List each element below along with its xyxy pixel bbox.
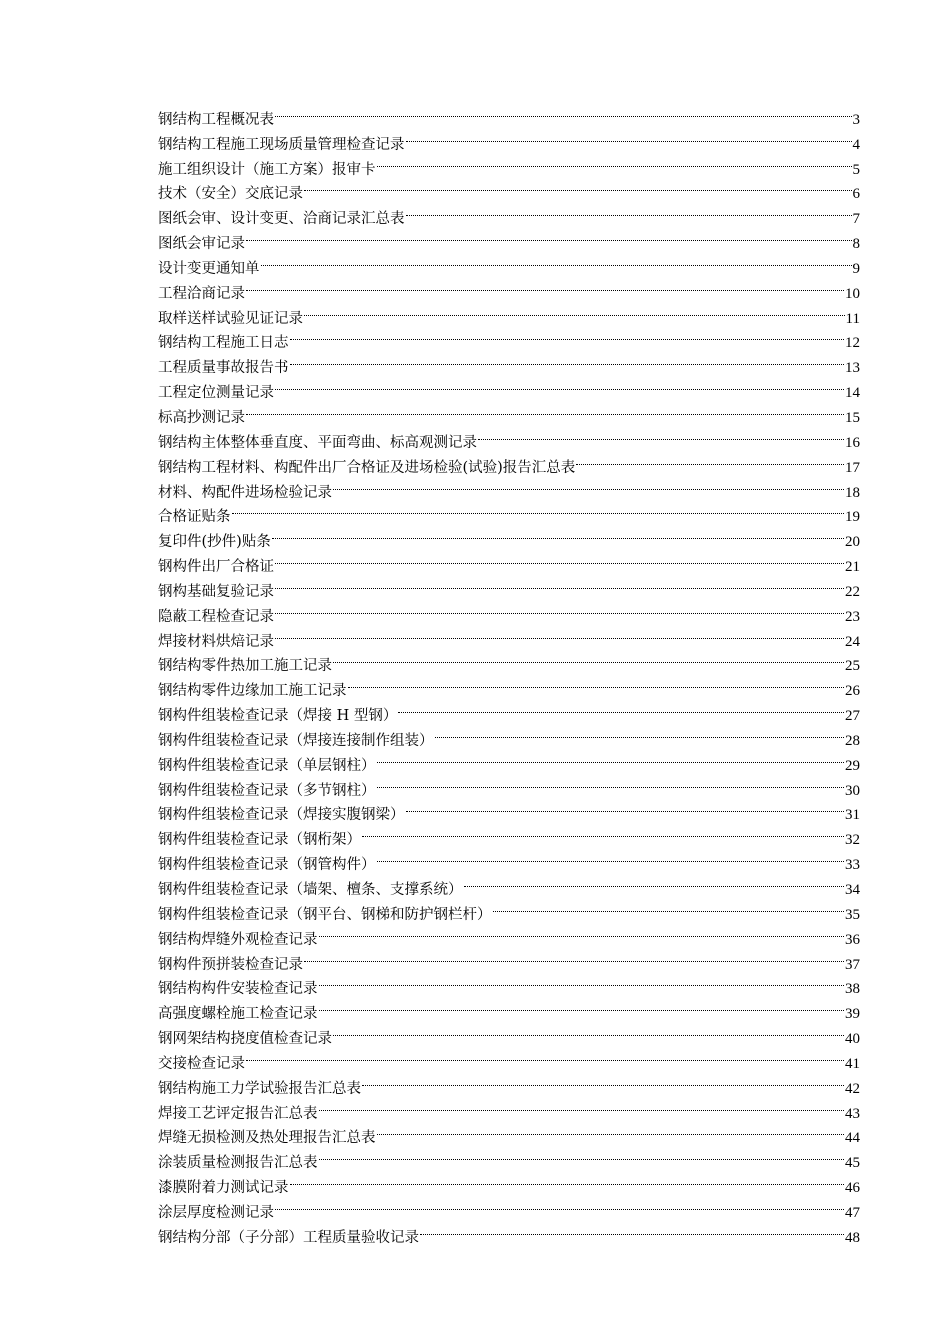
toc-dot-leader bbox=[304, 174, 852, 199]
toc-entry[interactable] bbox=[158, 223, 860, 253]
toc-dot-leader bbox=[290, 323, 845, 348]
toc-entry[interactable] bbox=[158, 397, 860, 426]
toc-dot-leader bbox=[304, 944, 844, 969]
toc-entry[interactable] bbox=[158, 273, 860, 302]
toc-entry-page-number: 39 bbox=[845, 1006, 860, 1023]
toc-entry-title: 钢构件组装检查记录（单层钢柱） bbox=[158, 757, 376, 774]
toc-entry-title: 焊缝无损检测及热处理报告汇总表 bbox=[158, 1130, 376, 1147]
toc-entry-title: 隐蔽工程检查记录 bbox=[158, 608, 274, 625]
toc-entry[interactable] bbox=[158, 1043, 860, 1072]
toc-entry-title: 钢构件组装检查记录（墙架、檀条、支撑系统） bbox=[158, 882, 463, 898]
toc-entry-page-number: 17 bbox=[845, 459, 860, 476]
toc-entry-title: 钢结构工程材料、构配件出厂合格证及进场检验(试验)报告汇总表 bbox=[158, 459, 576, 476]
toc-dot-leader bbox=[493, 894, 845, 919]
toc-entry-title: 钢结构主体整体垂直度、平面弯曲、标高观测记录 bbox=[158, 434, 477, 451]
toc-entry-title: 施工组织设计（施工方案）报审卡 bbox=[158, 161, 376, 178]
toc-dot-leader bbox=[275, 546, 844, 571]
toc-dot-leader bbox=[275, 1192, 844, 1217]
toc-dot-leader bbox=[275, 596, 844, 621]
toc-dot-leader bbox=[246, 273, 844, 298]
toc-entry-title: 钢结构工程施工日志 bbox=[158, 335, 289, 352]
toc-entry-title: 钢构件组装检查记录（钢平台、钢梯和防护钢栏杆） bbox=[158, 906, 492, 923]
toc-entry-page-number: 12 bbox=[845, 335, 860, 352]
toc-dot-leader bbox=[348, 670, 845, 695]
toc-dot-leader bbox=[246, 1043, 844, 1068]
toc-entry-page-number: 46 bbox=[845, 1180, 860, 1197]
toc-entry-page-number: 7 bbox=[852, 211, 860, 228]
toc-entry-title: 图纸会审记录 bbox=[158, 236, 245, 253]
toc-entry-title: 涂装质量检测报告汇总表 bbox=[158, 1155, 318, 1172]
toc-dot-leader bbox=[290, 347, 845, 372]
toc-entry-page-number: 48 bbox=[845, 1229, 860, 1246]
toc-entry-page-number: 26 bbox=[845, 683, 860, 700]
toc-dot-leader bbox=[377, 844, 845, 869]
toc-entry-title: 技术（安全）交底记录 bbox=[158, 186, 303, 203]
toc-dot-leader bbox=[319, 1142, 845, 1167]
toc-dot-leader bbox=[275, 571, 844, 596]
toc-entry-title: 焊接工艺评定报告汇总表 bbox=[158, 1105, 318, 1122]
toc-entry-title: 钢结构施工力学试验报告汇总表 bbox=[158, 1080, 361, 1097]
toc-entry-page-number: 28 bbox=[845, 732, 860, 749]
toc-entry-page-number: 16 bbox=[845, 434, 860, 451]
toc-entry-page-number: 21 bbox=[845, 559, 860, 576]
toc-entry-title: 焊接材料烘焙记录 bbox=[158, 633, 274, 650]
toc-entry-page-number: 20 bbox=[845, 534, 860, 551]
toc-entry-page-number: 42 bbox=[845, 1080, 860, 1097]
table-of-contents bbox=[158, 99, 860, 1246]
toc-dot-leader bbox=[478, 422, 844, 447]
toc-entry-title: 取样送样试验见证记录 bbox=[158, 310, 303, 327]
toc-entry-page-number: 29 bbox=[845, 757, 860, 774]
toc-dot-leader bbox=[290, 1167, 845, 1192]
toc-dot-leader bbox=[406, 198, 852, 223]
toc-dot-leader bbox=[464, 869, 845, 894]
toc-entry-title: 钢结构分部（子分部）工程质量验收记录 bbox=[158, 1229, 419, 1246]
toc-entry-page-number: 47 bbox=[845, 1204, 860, 1221]
toc-entry-title: 交接检查记录 bbox=[158, 1055, 245, 1072]
toc-dot-leader bbox=[275, 99, 852, 124]
toc-dot-leader bbox=[275, 372, 844, 397]
toc-dot-leader bbox=[333, 646, 844, 671]
toc-dot-leader bbox=[246, 397, 844, 422]
toc-entry-title: 钢构件组装检查记录（焊接 H 型钢） bbox=[158, 708, 398, 725]
toc-entry-title: 钢结构构件安装检查记录 bbox=[158, 981, 318, 998]
toc-entry-page-number: 36 bbox=[845, 931, 860, 948]
toc-dot-leader bbox=[304, 298, 845, 323]
toc-entry-title: 钢构件组装检查记录（多节钢柱） bbox=[158, 782, 376, 799]
toc-entry-title: 钢结构零件热加工施工记录 bbox=[158, 658, 332, 675]
toc-entry-page-number: 6 bbox=[852, 186, 860, 203]
toc-entry[interactable] bbox=[158, 298, 860, 327]
toc-dot-leader bbox=[406, 795, 845, 820]
toc-entry-page-number: 5 bbox=[852, 161, 860, 178]
toc-entry[interactable] bbox=[158, 497, 860, 526]
toc-dot-leader bbox=[261, 248, 852, 273]
toc-entry-page-number: 35 bbox=[845, 906, 860, 923]
toc-entry-title: 钢网架结构挠度值检查记录 bbox=[158, 1031, 332, 1048]
toc-dot-leader bbox=[576, 447, 844, 472]
toc-entry-title: 标高抄测记录 bbox=[158, 409, 245, 426]
toc-dot-leader bbox=[319, 919, 845, 944]
toc-dot-leader bbox=[377, 770, 845, 795]
toc-dot-leader bbox=[406, 124, 852, 149]
toc-entry-page-number: 24 bbox=[845, 633, 860, 650]
toc-dot-leader bbox=[232, 497, 845, 522]
toc-entry-page-number: 10 bbox=[845, 285, 860, 302]
toc-entry-page-number: 37 bbox=[845, 956, 860, 973]
toc-entry-page-number: 27 bbox=[845, 708, 860, 725]
toc-entry-page-number: 4 bbox=[852, 136, 860, 153]
toc-entry[interactable] bbox=[158, 99, 860, 128]
toc-entry-page-number: 30 bbox=[845, 782, 860, 799]
toc-entry-title: 钢结构工程概况表 bbox=[158, 111, 274, 128]
toc-entry-page-number: 34 bbox=[845, 882, 860, 898]
toc-entry-title: 高强度螺栓施工检查记录 bbox=[158, 1006, 318, 1023]
toc-dot-leader bbox=[246, 223, 852, 248]
toc-entry-title: 钢结构焊缝外观检查记录 bbox=[158, 931, 318, 948]
toc-entry-page-number: 11 bbox=[845, 310, 860, 327]
toc-entry-page-number: 43 bbox=[845, 1105, 860, 1122]
toc-entry[interactable] bbox=[158, 248, 860, 277]
toc-entry-title: 钢构件出厂合格证 bbox=[158, 559, 274, 576]
toc-entry-page-number: 40 bbox=[845, 1031, 860, 1048]
toc-dot-leader bbox=[377, 1118, 845, 1143]
toc-entry[interactable] bbox=[158, 1068, 860, 1097]
toc-entry-title: 复印件(抄件)贴条 bbox=[158, 534, 271, 551]
toc-entry[interactable] bbox=[158, 422, 860, 451]
toc-entry-page-number: 23 bbox=[845, 608, 860, 625]
toc-dot-leader bbox=[319, 969, 845, 994]
toc-dot-leader bbox=[377, 149, 852, 174]
toc-entry-page-number: 19 bbox=[845, 509, 860, 526]
toc-entry-title: 钢结构工程施工现场质量管理检查记录 bbox=[158, 136, 405, 153]
toc-dot-leader bbox=[319, 993, 845, 1018]
toc-entry-page-number: 45 bbox=[845, 1155, 860, 1172]
toc-entry-title: 材料、构配件进场检验记录 bbox=[158, 484, 332, 501]
toc-entry-title: 设计变更通知单 bbox=[158, 260, 260, 277]
toc-entry[interactable] bbox=[158, 521, 860, 551]
toc-entry-title: 漆膜附着力测试记录 bbox=[158, 1180, 289, 1197]
toc-dot-leader bbox=[377, 745, 845, 770]
toc-entry-title: 涂层厚度检测记录 bbox=[158, 1204, 274, 1221]
toc-entry-page-number: 14 bbox=[845, 385, 860, 402]
toc-dot-leader bbox=[362, 819, 844, 844]
toc-entry-page-number: 18 bbox=[845, 484, 860, 501]
toc-entry-title: 工程定位测量记录 bbox=[158, 385, 274, 402]
toc-entry-title: 钢结构零件边缘加工施工记录 bbox=[158, 683, 347, 700]
toc-entry-title: 钢构件预拼装检查记录 bbox=[158, 956, 303, 973]
toc-entry-page-number: 38 bbox=[845, 981, 860, 998]
toc-entry-title: 工程质量事故报告书 bbox=[158, 360, 289, 377]
toc-entry-page-number: 15 bbox=[845, 409, 860, 426]
toc-entry-page-number: 31 bbox=[845, 807, 860, 824]
toc-entry-page-number: 41 bbox=[845, 1055, 860, 1072]
toc-dot-leader bbox=[398, 695, 844, 720]
toc-entry-page-number: 33 bbox=[845, 857, 860, 874]
toc-entry-page-number: 32 bbox=[845, 832, 860, 849]
toc-entry-page-number: 25 bbox=[845, 658, 860, 675]
toc-dot-leader bbox=[333, 1018, 844, 1043]
toc-entry-page-number: 22 bbox=[845, 583, 860, 600]
toc-dot-leader bbox=[333, 472, 844, 497]
toc-entry-page-number: 13 bbox=[845, 360, 860, 377]
toc-entry-title: 钢构件组装检查记录（钢桁架） bbox=[158, 832, 361, 849]
toc-dot-leader bbox=[319, 1093, 845, 1118]
toc-entry-title: 钢构件组装检查记录（焊接连接制作组装） bbox=[158, 732, 434, 749]
toc-entry-page-number: 8 bbox=[852, 236, 860, 253]
toc-entry-page-number: 3 bbox=[852, 111, 860, 128]
toc-entry-title: 钢构基础复验记录 bbox=[158, 583, 274, 600]
toc-entry-page-number: 44 bbox=[845, 1130, 860, 1147]
toc-dot-leader bbox=[362, 1068, 844, 1093]
toc-entry-page-number: 9 bbox=[852, 260, 860, 277]
toc-entry-title: 钢构件组装检查记录（焊接实腹钢梁） bbox=[158, 807, 405, 824]
toc-entry-title: 合格证贴条 bbox=[158, 509, 231, 526]
toc-entry-title: 钢构件组装检查记录（钢管构件） bbox=[158, 857, 376, 874]
toc-dot-leader bbox=[435, 720, 845, 745]
toc-dot-leader bbox=[420, 1217, 844, 1242]
toc-entry-title: 工程洽商记录 bbox=[158, 285, 245, 302]
toc-dot-leader bbox=[272, 521, 844, 546]
toc-dot-leader bbox=[275, 621, 844, 646]
toc-entry-title: 图纸会审、设计变更、洽商记录汇总表 bbox=[158, 211, 405, 228]
